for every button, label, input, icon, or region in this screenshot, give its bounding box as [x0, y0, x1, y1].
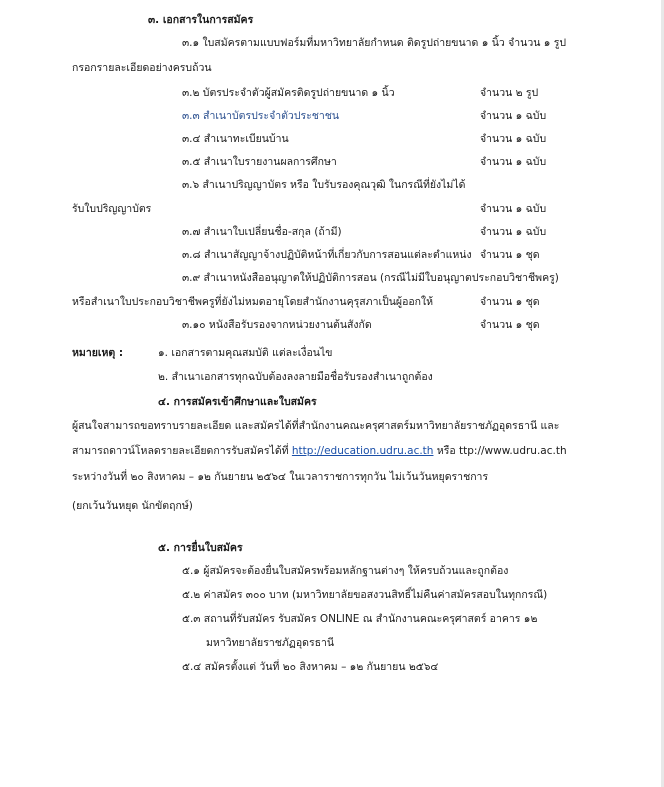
item-5-4: ๕.๔ สมัครตั้งแต่ วันที่ ๒๐ สิงหาคม – ๑๒ กันยายน ๒๕๖๔	[182, 661, 439, 673]
item-3-2-quantity: จำนวน ๒ รูป	[480, 87, 539, 99]
item-3-4-quantity: จำนวน ๑ ฉบับ	[480, 133, 547, 145]
remark-label: หมายเหตุ :	[72, 347, 124, 359]
download-text: สามารถดาวน์โหลดรายละเอียดการรับสมัครได้ที่	[72, 445, 289, 457]
item-5-1: ๕.๑ ผู้สมัครจะต้องยื่นใบสมัครพร้อมหลักฐานต่างๆ ให้ครบถ้วนและถูกต้อง	[182, 565, 509, 577]
section-4-paragraph-line-4: (ยกเว้นวันหยุด นักขัตฤกษ์)	[72, 500, 193, 512]
item-3-1-line-1: ๓.๑ ใบสมัครตามแบบฟอร์มที่มหาวิทยาลัยกำหนด ติดรูปถ่ายขนาด ๑ นิ้ว จำนวน ๑ รูป	[182, 37, 567, 49]
item-5-3-line-2: มหาวิทยาลัยราชภัฏอุดรธานี	[206, 637, 335, 649]
item-3-7-quantity: จำนวน ๑ ฉบับ	[480, 226, 547, 238]
item-3-10: ๓.๑๐ หนังสือรับรองจากหน่วยงานต้นสังกัด	[182, 319, 372, 331]
section-5-heading: ๕. การยื่นใบสมัคร	[158, 542, 243, 554]
item-3-6-quantity: จำนวน ๑ ฉบับ	[480, 203, 547, 215]
item-3-1-line-2: กรอกรายละเอียดอย่างครบถ้วน	[72, 62, 212, 74]
item-3-9-line-2: หรือสำเนาใบประกอบวิชาชีพครูที่ยังไม่หมดอายุโดยสำนักงานคุรุสภาเป็นผู้ออกให้	[72, 296, 434, 308]
education-website-link[interactable]: http://education.udru.ac.th	[291, 445, 434, 457]
section-4-paragraph-line-1: ผู้สนใจสามารถขอทราบรายละเอียด และสมัครได้ที่สำนักงานคณะครุศาสตร์มหาวิทยาลัยราชภัฏอุดรธานี และ	[72, 420, 560, 432]
section-4-heading: ๔. การสมัครเข้าศึกษาและใบสมัคร	[158, 396, 317, 408]
item-3-9-quantity: จำนวน ๑ ชุด	[480, 296, 540, 308]
item-3-9-line-1: ๓.๙ สำเนาหนังสืออนุญาตให้ปฏิบัติการสอน (กรณีไม่มีใบอนุญาตประกอบวิชาชีพครู)	[182, 272, 559, 284]
item-3-8: ๓.๘ สำเนาสัญญาจ้างปฏิบัติหน้าที่เกี่ยวกับการสอนแต่ละตำแหน่ง	[182, 249, 472, 261]
item-3-3-quantity: จำนวน ๑ ฉบับ	[480, 110, 547, 122]
item-3-5-quantity: จำนวน ๑ ฉบับ	[480, 156, 547, 168]
alternate-website-text: หรือ ttp://www.udru.ac.th	[436, 445, 567, 457]
item-3-4: ๓.๔ สำเนาทะเบียนบ้าน	[182, 133, 289, 145]
item-3-10-quantity: จำนวน ๑ ชุด	[480, 319, 540, 331]
item-5-3-line-1: ๕.๓ สถานที่รับสมัคร รับสมัคร ONLINE ณ สำนักงานคณะครุศาสตร์ อาคาร ๑๒	[182, 613, 538, 625]
section-4-paragraph-line-3: ระหว่างวันที่ ๒๐ สิงหาคม – ๑๒ กันยายน ๒๕๖๔ ในเวลาราชการทุกวัน ไม่เว้นวันหยุดราชการ	[72, 471, 489, 483]
item-3-3: ๓.๓ สำเนาบัตรประจำตัวประชาชน	[182, 110, 340, 122]
item-3-7: ๓.๗ สำเนาใบเปลี่ยนชื่อ-สกุล (ถ้ามี)	[182, 226, 342, 238]
item-3-6-line-2: รับใบปริญญาบัตร	[72, 203, 152, 215]
remark-item-2: ๒. สำเนาเอกสารทุกฉบับต้องลงลายมือชื่อรับรองสำเนาถูกต้อง	[158, 371, 433, 383]
item-3-6-line-1: ๓.๖ สำเนาปริญญาบัตร หรือ ใบรับรองคุณวุฒิ ในกรณีที่ยังไม่ได้	[182, 179, 466, 191]
section-3-heading: ๓. เอกสารในการสมัคร	[148, 14, 254, 26]
remark-item-1: ๑. เอกสารตามคุณสมบัติ แต่ละเงื่อนไข	[158, 347, 333, 359]
item-3-2: ๓.๒ บัตรประจำตัวผู้สมัครติดรูปถ่ายขนาด ๑ นิ้ว	[182, 87, 395, 99]
item-3-8-quantity: จำนวน ๑ ชุด	[480, 249, 540, 261]
item-3-5: ๓.๕ สำเนาใบรายงานผลการศึกษา	[182, 156, 337, 168]
item-5-2: ๕.๒ ค่าสมัคร ๓๐๐ บาท (มหาวิทยาลัยขอสงวนสิทธิ์ไม่คืนค่าสมัครสอบในทุกกรณี)	[182, 589, 548, 601]
section-4-paragraph-line-2	[72, 445, 567, 458]
